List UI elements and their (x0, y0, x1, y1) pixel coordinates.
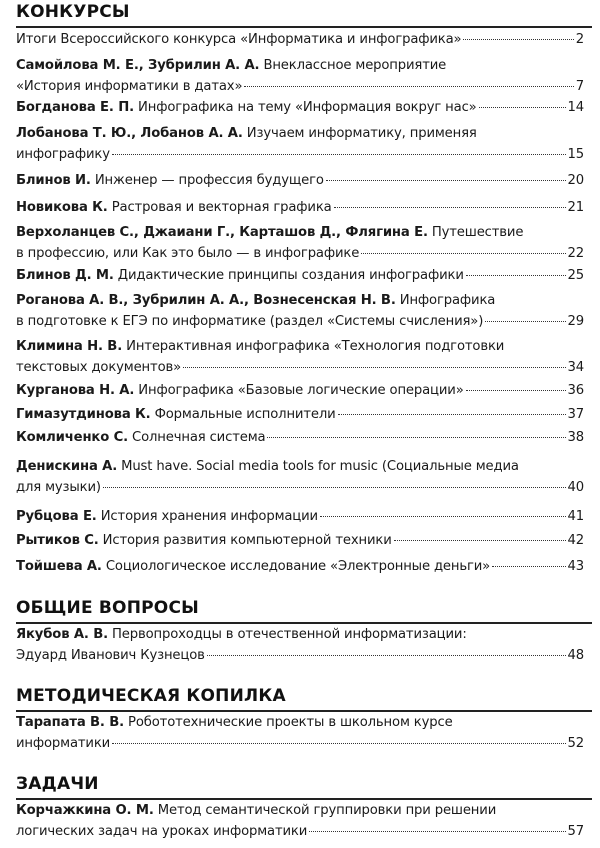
page-number: 57 (567, 824, 584, 839)
entry-title: Солнечная система (132, 430, 266, 445)
entry-line (16, 311, 584, 332)
entry-author: Роганова А. В., Зубрилин А. А., Вознесенская Н. В. (16, 293, 396, 308)
entry-line (16, 76, 584, 97)
entry-line (16, 336, 584, 357)
entry-line (16, 123, 584, 144)
section-title: МЕТОДИЧЕСКАЯ КОПИЛКА (16, 686, 286, 706)
entry-line (16, 800, 584, 821)
entry-title: Must have. Social media tools for music (Социальные медиа (121, 459, 519, 474)
entry-title: Формальные исполнители (154, 407, 336, 422)
page-number: 2 (575, 32, 584, 47)
entry-author: Гимазутдинова К. (16, 407, 151, 422)
entry-line (16, 197, 584, 218)
entry-author: Богданова Е. П. (16, 100, 134, 115)
section-title: ЗАДАЧИ (16, 774, 99, 794)
page-number: 34 (567, 360, 584, 375)
entry-line (16, 427, 584, 448)
entry-author: Корчажкина О. М. (16, 803, 154, 818)
entry-author: Рубцова Е. (16, 509, 97, 524)
entry-line (16, 380, 584, 401)
page-number: 22 (567, 246, 584, 261)
entry-line (16, 243, 584, 264)
page-number: 38 (567, 430, 584, 445)
entry-title: логических задач на уроках информатики (16, 824, 308, 839)
toc-entry[interactable] (16, 556, 584, 577)
entry-line (16, 821, 584, 842)
entry-line (16, 530, 584, 551)
entry-title: для музыки) (16, 480, 101, 495)
dot-leader (479, 107, 566, 108)
entry-title: Инженер — профессия будущего (94, 173, 324, 188)
entry-line (16, 222, 584, 243)
entry-line (16, 170, 584, 191)
page-number: 37 (567, 407, 584, 422)
entry-line (16, 290, 584, 311)
dot-leader (463, 39, 573, 40)
entry-title: информатики (16, 736, 111, 751)
toc-entry[interactable] (16, 427, 584, 448)
entry-title: текстовых документов» (16, 360, 182, 375)
entry-author: Лобанова Т. Ю., Лобанов А. А. (16, 126, 243, 141)
dot-leader (326, 180, 566, 181)
dot-leader (207, 655, 566, 656)
entry-title: Внеклассное мероприятие (263, 58, 447, 73)
entry-title: Интерактивная инфографика «Технология подготовки (126, 339, 505, 354)
dot-leader (267, 437, 565, 438)
page-number: 21 (567, 200, 584, 215)
entry-title: Растровая и векторная графика (111, 200, 332, 215)
entry-title: в подготовке к ЕГЭ по информатике (раздел «Системы счисления») (16, 314, 484, 329)
toc-entry[interactable] (16, 97, 584, 118)
section-title: ОБЩИЕ ВОПРОСЫ (16, 598, 199, 618)
page-number: 41 (567, 509, 584, 524)
entry-author: Курганова Н. А. (16, 383, 135, 398)
toc-entry[interactable] (16, 170, 584, 191)
entry-line (16, 506, 584, 527)
entry-author: Тарапата В. В. (16, 715, 124, 730)
page-number: 42 (567, 533, 584, 548)
entry-title: История хранения информации (100, 509, 318, 524)
entry-title: Метод семантической группировки при решении (157, 803, 497, 818)
page-number: 25 (567, 268, 584, 283)
entry-title: Путешествие (431, 225, 524, 240)
page-number: 7 (575, 79, 584, 94)
dot-leader (361, 253, 565, 254)
toc-entry[interactable] (16, 123, 584, 165)
entry-line (16, 29, 584, 50)
entry-title: Инфографика на тему «Информация вокруг нас» (138, 100, 477, 115)
dot-leader (244, 86, 573, 87)
page-number: 43 (567, 559, 584, 574)
dot-leader (394, 540, 566, 541)
page-number: 52 (567, 736, 584, 751)
page-number: 14 (567, 100, 584, 115)
entry-title: Дидактические принципы создания инфографики (117, 268, 464, 283)
entry-title: Изучаем информатику, применяя (246, 126, 477, 141)
toc-entry[interactable] (16, 712, 584, 754)
entry-line (16, 733, 584, 754)
toc-entry[interactable] (16, 456, 584, 498)
toc-entry[interactable] (16, 197, 584, 218)
dot-leader (183, 367, 565, 368)
entry-title: Робототехнические проекты в школьном курсе (128, 715, 453, 730)
page-number: 20 (567, 173, 584, 188)
entry-author: Новикова К. (16, 200, 108, 215)
entry-title: Итоги Всероссийского конкурса «Информатика и инфографика» (16, 32, 462, 47)
entry-line (16, 477, 584, 498)
entry-author: Самойлова М. Е., Зубрилин А. А. (16, 58, 260, 73)
toc-entry[interactable] (16, 290, 584, 332)
dot-leader (309, 831, 565, 832)
entry-author: Якубов А. В. (16, 627, 108, 642)
entry-author: Климина Н. В. (16, 339, 123, 354)
dot-leader (338, 414, 566, 415)
entry-title: Первопроходцы в отечественной информатизации: (112, 627, 467, 642)
entry-author: Тойшева А. (16, 559, 102, 574)
toc-entry[interactable] (16, 404, 584, 425)
dot-leader (492, 566, 565, 567)
page-number: 40 (567, 480, 584, 495)
entry-title: Инфографика (399, 293, 496, 308)
dot-leader (320, 516, 566, 517)
entry-line (16, 624, 584, 645)
entry-author: Комличенко С. (16, 430, 128, 445)
dot-leader (334, 207, 566, 208)
entry-title: Инфографика «Базовые логические операции» (138, 383, 464, 398)
entry-line (16, 357, 584, 378)
entry-line (16, 265, 584, 286)
entry-title: Социологическое исследование «Электронные деньги» (105, 559, 491, 574)
entry-line (16, 712, 584, 733)
toc-entry[interactable] (16, 624, 584, 666)
entry-title: История развития компьютерной техники (102, 533, 392, 548)
page-number: 36 (567, 383, 584, 398)
entry-title: в профессию, или Как это было — в инфографике (16, 246, 360, 261)
entry-line (16, 556, 584, 577)
entry-line (16, 404, 584, 425)
entry-line (16, 645, 584, 666)
dot-leader (466, 390, 566, 391)
entry-title: Эдуард Иванович Кузнецов (16, 648, 205, 663)
toc-entry[interactable] (16, 530, 584, 551)
entry-title: «История информатики в датах» (16, 79, 243, 94)
toc-entry[interactable] (16, 222, 584, 264)
entry-title: инфографику (16, 147, 110, 162)
entry-author: Блинов Д. М. (16, 268, 114, 283)
entry-line (16, 144, 584, 165)
page-number: 29 (567, 314, 584, 329)
dot-leader (466, 275, 566, 276)
toc-entry[interactable] (16, 506, 584, 527)
toc-entry[interactable] (16, 55, 584, 97)
page-number: 48 (567, 648, 584, 663)
toc-entry[interactable] (16, 800, 584, 842)
entry-line (16, 97, 584, 118)
toc-entry[interactable] (16, 265, 584, 286)
dot-leader (103, 487, 566, 488)
entry-author: Рытиков С. (16, 533, 99, 548)
dot-leader (485, 321, 565, 322)
toc-entry[interactable] (16, 380, 584, 401)
toc-entry[interactable] (16, 29, 584, 50)
page-number: 15 (567, 147, 584, 162)
entry-author: Верхоланцев С., Джаиани Г., Карташов Д., Флягина Е. (16, 225, 428, 240)
entry-author: Денискина А. (16, 459, 118, 474)
entry-line (16, 55, 584, 76)
toc-entry[interactable] (16, 336, 584, 378)
entry-line (16, 456, 584, 477)
section-title: КОНКУРСЫ (16, 2, 130, 22)
dot-leader (112, 743, 565, 744)
entry-author: Блинов И. (16, 173, 91, 188)
dot-leader (112, 154, 566, 155)
section-divider (16, 26, 592, 28)
